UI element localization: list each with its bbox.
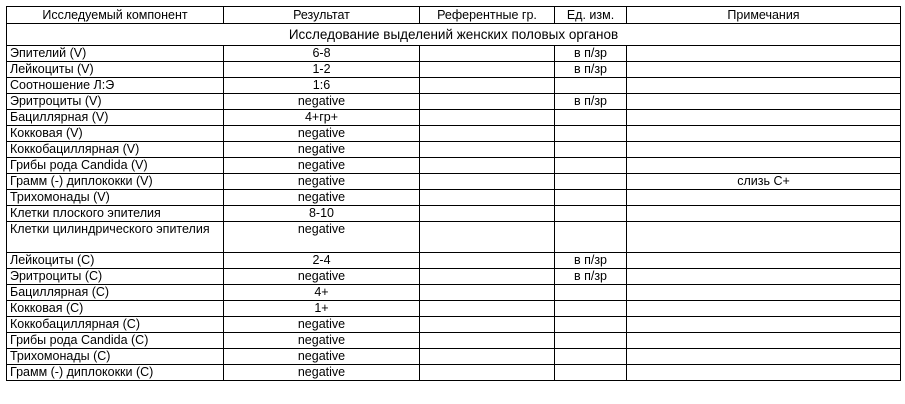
reference-cell	[420, 365, 555, 381]
table-row	[7, 94, 901, 110]
reference-cell	[420, 190, 555, 206]
note-cell	[627, 142, 901, 158]
result-cell: 4+гр+	[224, 110, 420, 126]
note-cell	[627, 110, 901, 126]
note-cell	[627, 94, 901, 110]
reference-cell	[420, 94, 555, 110]
table-row	[7, 158, 901, 174]
component-cell: Эритроциты (V)	[7, 94, 224, 110]
component-cell: Трихомонады (С)	[7, 349, 224, 365]
table-row	[7, 62, 901, 78]
reference-cell	[420, 222, 555, 253]
component-cell: Коккобациллярная (V)	[7, 142, 224, 158]
unit-cell: в п/зр	[555, 62, 627, 78]
component-cell: Грибы рода Candida (С)	[7, 333, 224, 349]
table-row	[7, 253, 901, 269]
reference-cell	[420, 78, 555, 94]
result-cell: 8-10	[224, 206, 420, 222]
unit-cell	[555, 317, 627, 333]
note-cell	[627, 349, 901, 365]
component-cell: Грамм (-) диплококки (V)	[7, 174, 224, 190]
result-cell: negative	[224, 158, 420, 174]
component-cell: Бациллярная (С)	[7, 285, 224, 301]
reference-cell	[420, 174, 555, 190]
reference-cell	[420, 333, 555, 349]
component-cell: Клетки цилиндрического эпителия	[7, 222, 224, 253]
unit-cell	[555, 333, 627, 349]
component-cell: Лейкоциты (С)	[7, 253, 224, 269]
unit-cell	[555, 365, 627, 381]
header-notes: Примечания	[627, 7, 901, 24]
result-cell: 4+	[224, 285, 420, 301]
table-row	[7, 110, 901, 126]
reference-cell	[420, 158, 555, 174]
note-cell	[627, 46, 901, 62]
unit-cell	[555, 174, 627, 190]
unit-cell: в п/зр	[555, 269, 627, 285]
component-cell: Грибы рода Candida (V)	[7, 158, 224, 174]
unit-cell	[555, 349, 627, 365]
result-cell: negative	[224, 190, 420, 206]
table-row	[7, 206, 901, 222]
note-cell	[627, 301, 901, 317]
table-row	[7, 142, 901, 158]
section-title: Исследование выделений женских половых органов	[7, 24, 901, 46]
section-row	[7, 24, 901, 46]
result-cell: 2-4	[224, 253, 420, 269]
results-document	[6, 6, 901, 381]
note-cell: слизь С+	[627, 174, 901, 190]
table-row	[7, 349, 901, 365]
table-row	[7, 222, 901, 253]
reference-cell	[420, 301, 555, 317]
component-cell: Кокковая (V)	[7, 126, 224, 142]
result-cell: 1-2	[224, 62, 420, 78]
component-cell: Клетки плоского эпителия	[7, 206, 224, 222]
header-reference: Референтные гр.	[420, 7, 555, 24]
table-row	[7, 46, 901, 62]
result-cell: negative	[224, 222, 420, 253]
component-cell: Лейкоциты (V)	[7, 62, 224, 78]
note-cell	[627, 333, 901, 349]
result-cell: 6-8	[224, 46, 420, 62]
result-cell: negative	[224, 174, 420, 190]
reference-cell	[420, 62, 555, 78]
component-cell: Кокковая (С)	[7, 301, 224, 317]
note-cell	[627, 365, 901, 381]
table-row	[7, 190, 901, 206]
note-cell	[627, 62, 901, 78]
note-cell	[627, 158, 901, 174]
unit-cell	[555, 126, 627, 142]
unit-cell	[555, 190, 627, 206]
component-cell: Трихомонады (V)	[7, 190, 224, 206]
component-cell: Эритроциты (С)	[7, 269, 224, 285]
component-cell: Эпителий (V)	[7, 46, 224, 62]
note-cell	[627, 206, 901, 222]
reference-cell	[420, 206, 555, 222]
result-cell: 1+	[224, 301, 420, 317]
note-cell	[627, 78, 901, 94]
component-cell: Коккобациллярная (С)	[7, 317, 224, 333]
result-cell: 1:6	[224, 78, 420, 94]
reference-cell	[420, 142, 555, 158]
table-row	[7, 126, 901, 142]
unit-cell: в п/зр	[555, 253, 627, 269]
unit-cell	[555, 78, 627, 94]
result-cell: negative	[224, 269, 420, 285]
unit-cell	[555, 206, 627, 222]
table-row	[7, 78, 901, 94]
table-row	[7, 365, 901, 381]
unit-cell	[555, 222, 627, 253]
reference-cell	[420, 285, 555, 301]
header-row	[7, 7, 901, 24]
unit-cell: в п/зр	[555, 94, 627, 110]
results-table	[6, 6, 901, 381]
reference-cell	[420, 110, 555, 126]
reference-cell	[420, 269, 555, 285]
note-cell	[627, 126, 901, 142]
header-units: Ед. изм.	[555, 7, 627, 24]
note-cell	[627, 190, 901, 206]
result-cell: negative	[224, 142, 420, 158]
note-cell	[627, 253, 901, 269]
component-cell: Соотношение Л:Э	[7, 78, 224, 94]
note-cell	[627, 317, 901, 333]
note-cell	[627, 222, 901, 253]
note-cell	[627, 285, 901, 301]
reference-cell	[420, 349, 555, 365]
header-component: Исследуемый компонент	[7, 7, 224, 24]
table-row	[7, 317, 901, 333]
result-cell: negative	[224, 317, 420, 333]
component-cell: Грамм (-) диплококки (С)	[7, 365, 224, 381]
header-result: Результат	[224, 7, 420, 24]
unit-cell	[555, 158, 627, 174]
table-row	[7, 333, 901, 349]
reference-cell	[420, 46, 555, 62]
reference-cell	[420, 126, 555, 142]
unit-cell: в п/зр	[555, 46, 627, 62]
reference-cell	[420, 317, 555, 333]
unit-cell	[555, 142, 627, 158]
unit-cell	[555, 110, 627, 126]
table-row	[7, 269, 901, 285]
component-cell: Бациллярная (V)	[7, 110, 224, 126]
table-row	[7, 285, 901, 301]
note-cell	[627, 269, 901, 285]
table-row	[7, 301, 901, 317]
result-cell: negative	[224, 349, 420, 365]
reference-cell	[420, 253, 555, 269]
unit-cell	[555, 285, 627, 301]
table-row	[7, 174, 901, 190]
result-cell: negative	[224, 126, 420, 142]
result-cell: negative	[224, 94, 420, 110]
result-cell: negative	[224, 365, 420, 381]
unit-cell	[555, 301, 627, 317]
result-cell: negative	[224, 333, 420, 349]
